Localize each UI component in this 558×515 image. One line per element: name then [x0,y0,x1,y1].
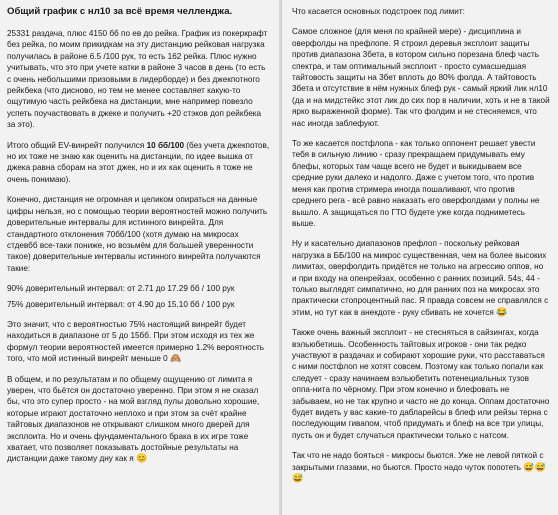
post-title: Общий график с нл10 за всё время челленджа. [7,6,233,17]
paragraph-closing [292,450,550,484]
paragraph-value-sizing: Также очень важный эксплоит - не стесняться в сайзингах, когда вэльюбетишь. Особенность тайтовых игроков - они так редко участвуют в раздачах и собирают хорошие руки, что расставаться с ними постфлоп не хотят совсем. Поэтому как только попали как следует - сразу начинаем вэльюбетить потенециальных тузов оппа-нита по чёрному. При этом конечно и блефовать не забываем, но не так крупно и часто не до конца. Оппам достаточно будет видеть у вас какие-то дабларейсы в блеф или рейзы терна с последующим гивапом, чтоб придумать и блеф на все три улицы, пусть он и будет случаться практически только с натсом. [292,328,550,440]
sweat-smile-emoji-icon: 😅😅😅 [292,461,546,484]
conclusion-text: В общем, и по результатам и по общему ощущению от лимита я уверен, что бьётся он достаточно уверенно. При этом я не сказал бы, что это супер просто - на мой взгляд пулы довольно хорошие, которые играют достаточно неплохо и при этом за счёт крайне тайтовых диапазонов не открывают слишком много дверей для эксплоита. Но и очень фундаментального брака в их игре тоже хватает, что позволяет показывать достойные результаты на дистанции даже такому дну как я [7,374,260,464]
paragraph-preflop-discipline: Самое сложное (для меня по крайней мере) - дисциплина и оверфолды на префлопе. Я строил деревья эксплоит защиты против диапазона 3бета, в котором сильно порезана блеф часть спектра, и там оптимальный эксплоит - просто сумасшедшая тайтовость защиты на 3бет вплоть до 80% фолда. А тайтовость 3бета и отсутствие в нём нужных блеф рук - самый яркий лик нл10 (да и на мидстейкс этот лик до сих пор в наличии, хоть и не в такой ярко выраженной форме). Так что фолдим и не стесняемся, что нас иногда заблефуют. [292,27,550,128]
paragraph-conclusion [7,374,271,465]
monkey-emoji-icon: 🙈 [170,353,182,364]
winrate-value: 10 бб/100 [146,140,185,150]
paragraph-winrate [7,140,271,186]
winrate-intro: Итого общий EV-винрейт получился [7,140,147,150]
right-column [281,0,558,515]
paragraph-postflop: То же касается постфлопа - как только оппонент решает увести тебя в сильную линию - сразу прекращаем придумывать ему блефы, которых там чаще всего не будет и выкидываем все средние руки далеко и надолго. Даже с учетом того, что против меня как против стримера иногда пошаливают, что против среднего рега - всё равно наказать его оверфолдами у полны не вышло. А защищаться по ГТО будете уже когда подниметесь выше. [292,139,540,228]
laughing-emoji-icon: 😂 [496,306,508,317]
interval-90: 90% доверительный интервал: от 2.71 до 17.29 бб / 100 рук [7,284,235,294]
closing-text: Так что не надо бояться - микросы бьются. Уже не левой пяткой с закрытыми глазами, но бьются. Просто надо чуток попотеть [292,451,544,472]
paragraph-confidence-intro: Конечно, дистанция не огромная и целиком опираться на данные цифры нельзя, но с помощью теории вероятностей можно получить доверительные интервалы для истинного винрейта. Для стандартного отклонения 70бб/100 (хотя думаю на микросах стдевбб все-таки пониже, но возьмём для большей уверенности такое) доверительные интервалы истинного винрейта получаются такие: [7,195,268,273]
paragraph-probability [7,319,271,365]
paragraph-preflop-ranges [292,238,550,318]
winrate-note: (без учета джекпотов, но их тоже не знаю как оценить на дистанции, по идее вышка от джека равна сборам на этот джек, но и их как оценить я тоже не очень понимаю). [7,140,270,184]
probability-text: Это значит, что с вероятностью 75% настоящий винрейт будет находиться в диапазоне от 5 до 15бб. При этом исходя из тех же формул теории вероятностей имеется примерно 1.2% вероятность того, что мой истинный винрейт меньше 0 [7,319,264,364]
smile-emoji-icon: 😊 [136,453,148,464]
paragraph-adjustments-intro: Что касается основных подстроек под лимит: [292,7,465,16]
interval-75: 75% доверительный интервал: от 4.90 до 15.10 бб / 100 рук [7,299,235,309]
preflop-ranges-text: Ну и касательно диапазонов префлоп - поскольку рейковая нагрузка в ББ/100 на микрос существенная, чем на более высоких лимитах, оверфолдить придётся не только на агрессию оппов, но и при входу на опенрейзах, особенно с ранних позиций. 54s, 44 - только выглядят симпатично, но для ранних поз на микросах это практически стопроцентный пас. Я правда совсем не справлялся с этим, но тут как в анекдоте - руку сбивать не хочется [292,239,549,317]
paragraph-sample-size: 25331 раздача, плюс 4150 бб по ев до рейка. График из покеркрафт без рейка, по моим прикидкам на эту дистанцию рейковая нагрузка получилась в районе 6.5 /100 рук, то есть 162 рейка. Плюс нужно учитывать, что это при учете катки в районе 3 часов в день (то есть с очень небольшими призовыми в лидерборде) и без джекпотного рейкбека (что дисново, но тем не менее составляет какую-то ощутимую часть рейкбека на дистанции, мне например повезло успеть поучаствовать в джеке и получить +20 стэков доп рейкбека за это). [7,29,268,130]
